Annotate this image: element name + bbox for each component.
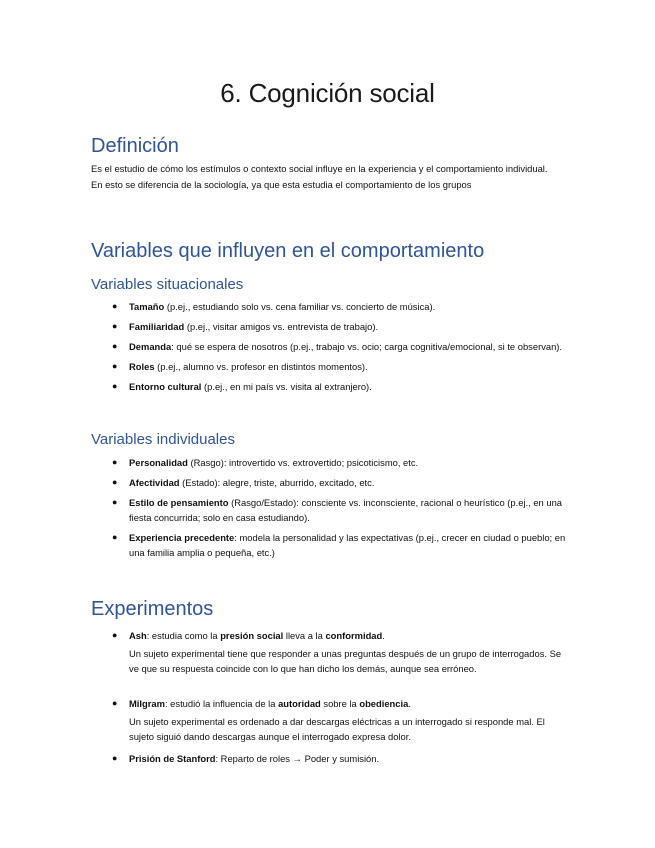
item-text: (Rasgo): introvertido vs. extrovertido; psicoticismo, etc. (187, 457, 419, 468)
milgram-description: Un sujeto experimental es ordenado a dar descargas eléctricas a un interrogado si responde mal. El sujeto siguió dando descargas aunque el interrogado expresa dolor. (129, 716, 545, 742)
section-heading-definicion: Definición (91, 135, 179, 157)
item-text: : Reparto de roles → Poder y sumisión. (215, 753, 380, 764)
bullet-icon: ● (112, 630, 118, 640)
item-term: Ash (129, 630, 147, 641)
item-text: (p.ej., en mi país vs. visita al extranjero). (201, 381, 372, 392)
bullet-icon: ● (112, 321, 118, 331)
list-variables-situacionales (91, 299, 571, 394)
item-term: Afectividad (129, 477, 180, 488)
list-item (91, 530, 571, 560)
item-text: . (382, 630, 385, 641)
subheading-variables-individuales: Variables individuales (91, 431, 235, 448)
definicion-paragraph: Es el estudio de cómo los estímulos o contexto social influye en la experiencia y el comportamiento individual. En esto se diferencia de la sociología, ya que esta estudia el comportamiento de los grupos (91, 163, 548, 190)
list-item-ash (91, 628, 571, 643)
item-term: Personalidad (129, 457, 188, 468)
item-text: : qué se espera de nosotros (p.ej., trabajo vs. ocio; carga cognitiva/emocional, si te observan). (171, 341, 563, 352)
item-term: Prisión de Stanford (129, 753, 216, 764)
item-text: (p.ej., alumno vs. profesor en distintos momentos). (154, 361, 368, 372)
item-term: Estilo de pensamiento (129, 497, 229, 508)
list-item (91, 495, 571, 525)
bullet-icon: ● (112, 753, 118, 763)
item-text: (p.ej., visitar amigos vs. entrevista de trabajo). (184, 321, 379, 332)
item-emphasis: autoridad (278, 698, 321, 709)
item-term: Familiaridad (129, 321, 185, 332)
item-text: (p.ej., estudiando solo vs. cena familiar vs. concierto de música). (164, 301, 436, 312)
item-emphasis: obediencia (359, 698, 409, 709)
bullet-icon: ● (112, 457, 118, 467)
list-item-milgram (91, 696, 571, 711)
bullet-icon: ● (112, 698, 118, 708)
item-term: Milgram (129, 698, 165, 709)
item-text: lleva a la (283, 630, 326, 641)
list-experimentos-stanford (91, 751, 571, 766)
page-title: 6. Cognición social (220, 78, 435, 108)
list-item (91, 379, 571, 394)
bullet-icon: ● (112, 341, 118, 351)
list-item (91, 475, 571, 490)
item-term: Demanda (129, 341, 172, 352)
list-item (91, 299, 571, 314)
list-experimentos-milgram (91, 696, 571, 711)
item-term: Roles (129, 361, 155, 372)
list-item (91, 319, 571, 334)
list-item (91, 455, 571, 470)
section-heading-experimentos: Experimentos (91, 598, 214, 620)
item-text: (Rasgo/Estado): consciente vs. inconsciente, racional o heurístico (p.ej., en una fiesta concurrida; solo en casa estudiando). (129, 497, 563, 523)
list-item (91, 359, 571, 374)
list-item (91, 339, 571, 354)
list-experimentos-ash (91, 628, 571, 643)
item-emphasis: presión social (220, 630, 284, 641)
subheading-variables-situacionales: Variables situacionales (91, 276, 244, 293)
bullet-icon: ● (112, 477, 118, 487)
bullet-icon: ● (112, 301, 118, 311)
section-heading-variables: Variables que influyen en el comportamiento (91, 240, 485, 262)
item-text: (Estado): alegre, triste, aburrido, excitado, etc. (179, 477, 375, 488)
bullet-icon: ● (112, 361, 118, 371)
item-term: Experiencia precedente (129, 532, 235, 543)
item-term: Entorno cultural (129, 381, 202, 392)
item-text: : modela la personalidad y las expectativas (p.ej., crecer en ciudad o pueblo; en una familia amplia o pequeña, etc.) (129, 532, 566, 558)
bullet-icon: ● (112, 532, 118, 542)
item-text: . (408, 698, 411, 709)
bullet-icon: ● (112, 381, 118, 391)
item-text: sobre la (320, 698, 360, 709)
list-item-stanford (91, 751, 571, 766)
item-term: Tamaño (129, 301, 165, 312)
ash-description: Un sujeto experimental tiene que responder a unas preguntas después de un grupo de interrogados. Se ve que su respuesta coincide con lo que han dicho los demás, aunque sea erróneo. (129, 648, 562, 674)
item-emphasis: conformidad (325, 630, 383, 641)
item-text: : estudia como la (146, 630, 221, 641)
item-text: : estudió la influencia de la (164, 698, 279, 709)
bullet-icon: ● (112, 497, 118, 507)
list-variables-individuales (91, 455, 571, 560)
